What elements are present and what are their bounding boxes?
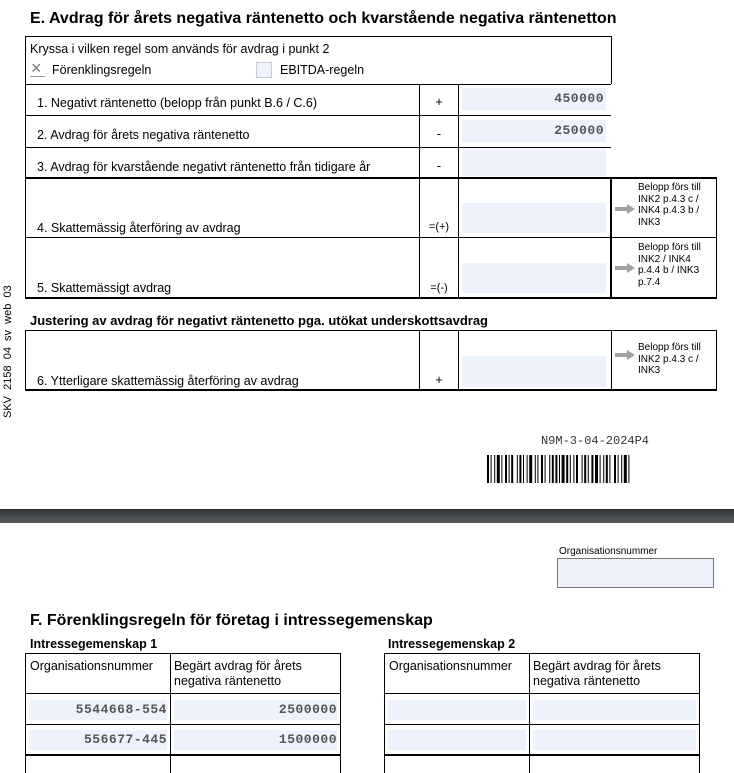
row-4-value-input[interactable] xyxy=(462,203,606,233)
table-border xyxy=(25,389,717,391)
column-header-requested-deduction: Begärt avdrag för årets negativa räntenetto xyxy=(174,659,302,688)
arrow-right-icon xyxy=(615,204,635,214)
org-number-input[interactable] xyxy=(557,558,714,588)
row-4-note xyxy=(638,182,701,228)
group-1-row-2-org-input[interactable]: 556677-445 xyxy=(29,730,167,750)
row-1-operator: + xyxy=(435,95,443,109)
col-divider xyxy=(458,84,459,298)
col-divider xyxy=(458,330,459,390)
row-3-label: 3. Avdrag för kvarstående negativt räntenetto från tidigare år xyxy=(37,160,371,174)
group-2-table xyxy=(384,653,700,773)
arrow-right-icon xyxy=(615,350,635,360)
table-border xyxy=(25,330,26,390)
checkbox-forenklingsregeln[interactable] xyxy=(30,58,46,78)
form-code-vertical: SKV 2158 04 sv web 03 xyxy=(2,285,14,418)
row-3-operator: - xyxy=(436,159,442,173)
row-2-value-input[interactable]: 250000 xyxy=(462,120,606,142)
barcode-text: N9M-3-04-2024P4 xyxy=(540,434,650,448)
table-border xyxy=(25,36,26,298)
check-mark-icon: × xyxy=(31,58,42,78)
note-line: INK3 xyxy=(638,216,661,228)
row-5-value-input[interactable] xyxy=(462,263,606,293)
table-border xyxy=(611,36,612,84)
group-2-row-1-org-input[interactable] xyxy=(388,700,526,720)
column-header-requested-deduction: Begärt avdrag för årets negativa räntenetto xyxy=(533,659,661,688)
row-divider xyxy=(25,115,611,116)
group-1-row-2-amount-input[interactable]: 1500000 xyxy=(174,730,337,750)
row-divider xyxy=(25,237,717,238)
group-1-row-1-org-input[interactable]: 5544668-554 xyxy=(29,700,167,720)
org-number-label: Organisationsnummer xyxy=(559,546,658,557)
group-2-row-1-amount-input[interactable] xyxy=(533,700,696,720)
row-5-note xyxy=(638,242,701,288)
rule-instruction: Kryssa i vilken regel som används för avdrag i punkt 2 xyxy=(30,42,330,56)
note-line: INK2 p.4.3 c / xyxy=(638,353,699,365)
arrow-right-icon xyxy=(615,263,635,273)
row-5-label: 5. Skattemässigt avdrag xyxy=(37,281,172,295)
row-1-value-input[interactable]: 450000 xyxy=(462,88,606,110)
row-6-value-input[interactable] xyxy=(462,356,606,387)
row-6-note xyxy=(638,342,701,377)
col-divider xyxy=(611,330,612,390)
note-line: p.7.4 xyxy=(638,276,661,288)
section-e-title: E. Avdrag för årets negativa räntenetto och kvarstående negativa räntenetton xyxy=(30,10,617,27)
group-2-row-2-org-input[interactable] xyxy=(388,730,526,750)
column-header-org-number: Organisationsnummer xyxy=(30,659,153,673)
group-1-row-1-amount-input[interactable]: 2500000 xyxy=(174,700,337,720)
col-divider xyxy=(610,177,612,298)
row-4-operator: =(+) xyxy=(428,221,450,233)
table-border xyxy=(25,330,717,331)
col-divider xyxy=(716,177,717,298)
row-divider xyxy=(25,84,611,85)
row-2-operator: - xyxy=(436,127,442,141)
group-2-row-2-amount-input[interactable] xyxy=(533,730,696,750)
note-line: Belopp förs till xyxy=(638,242,701,253)
row-5-operator: =(-) xyxy=(430,282,448,294)
note-line: Belopp förs till xyxy=(638,342,701,353)
table-border xyxy=(716,330,717,390)
row-1-label: 1. Negativt räntenetto (belopp från punkt B.6 / C.6) xyxy=(37,96,318,110)
adjustment-title: Justering av avdrag för negativt räntenetto pga. utökat underskottsavdrag xyxy=(30,313,488,328)
group-2-title: Intressegemenskap 2 xyxy=(388,637,516,651)
row-divider xyxy=(25,297,717,299)
group-1-title: Intressegemenskap 1 xyxy=(30,637,158,651)
note-line: INK4 p.4.3 b / xyxy=(638,205,700,216)
note-line: INK3 xyxy=(638,365,661,376)
note-line: p.4.4 b / INK3 xyxy=(638,265,700,276)
col-divider xyxy=(419,330,420,390)
note-line: INK2 p.4.3 c / xyxy=(638,193,699,205)
row-6-label: 6. Ytterligare skattemässig återföring av avdrag xyxy=(37,374,299,388)
row-2-label: 2. Avdrag för årets negativa räntenetto xyxy=(37,128,250,142)
option-label-forenklingsregeln: Förenklingsregeln xyxy=(52,63,152,77)
checkbox-ebitda-regeln[interactable] xyxy=(256,62,272,78)
group-1-table xyxy=(25,653,341,773)
barcode-icon xyxy=(487,455,705,483)
row-divider xyxy=(25,177,717,179)
row-4-label: 4. Skattemässig återföring av avdrag xyxy=(37,221,241,235)
column-header-org-number: Organisationsnummer xyxy=(389,659,512,673)
table-border xyxy=(25,36,611,37)
row-divider xyxy=(25,147,611,148)
note-line: INK2 / INK4 xyxy=(638,253,691,265)
page-separator xyxy=(0,509,734,523)
row-6-operator: + xyxy=(435,373,443,387)
note-line: Belopp förs till xyxy=(638,182,701,193)
section-f-title: F. Förenklingsregeln för företag i intressegemenskap xyxy=(30,612,433,629)
col-divider xyxy=(419,84,420,298)
option-label-ebitda: EBITDA-regeln xyxy=(280,63,365,77)
row-3-value-input[interactable] xyxy=(462,149,606,176)
